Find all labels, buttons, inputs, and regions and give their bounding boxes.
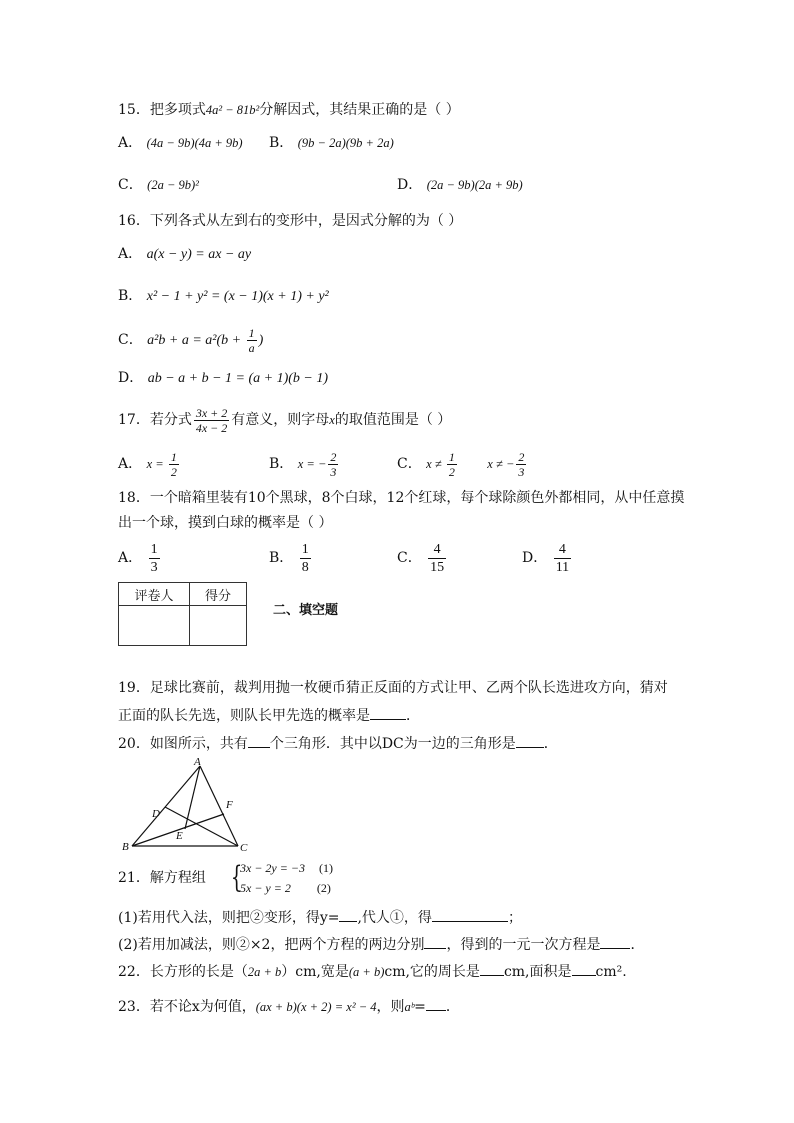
q23-answer-blank[interactable] — [426, 996, 446, 1011]
q20-count-blank[interactable] — [248, 733, 270, 748]
system-brace: { — [230, 860, 243, 895]
q18-d-fraction: $\frac{4}{11}$ — [555, 541, 570, 575]
q17-option-b: B． x = − $\frac{2}{3}$ — [269, 449, 337, 479]
q15-option-d: D． (2a − 9b)(2a + 9b) — [397, 177, 523, 193]
q18-line1: 18．一个暗箱里装有10个黑球，8个白球，12个红球，每个球除颜色外都相同，从中任意摸 — [118, 490, 685, 506]
q17-c-fraction-1: $\frac{1}{2}$ — [448, 449, 455, 479]
q22-stem: 22．长方形的长是（2a + b）cm,宽是(a + b)cm,它的周长是 cm,面积是 cm². — [118, 961, 627, 981]
q20-triangles-blank[interactable] — [516, 733, 544, 748]
q19-answer-blank[interactable] — [370, 705, 406, 720]
q21-part2: (2)若用加减法，则②×2，把两个方程的两边分别 ，得到的一元一次方程是 ． — [118, 934, 644, 954]
q17-b-fraction: $\frac{2}{3}$ — [330, 449, 337, 479]
label-b: B — [122, 841, 129, 853]
score-header: 得分 — [190, 583, 247, 606]
grader-header: 评卷人 — [119, 583, 190, 606]
q21-stem: 21．解方程组 — [118, 870, 206, 886]
q17-option-a: A． x = $\frac{1}{2}$ — [118, 449, 177, 479]
q21-equation-2: 5x − y = 2 (2) — [240, 881, 331, 895]
q15-option-b: B． (9b − 2a)(9b + 2a) — [269, 135, 394, 151]
grader-table — [118, 582, 247, 646]
q20-stem: 20．如图所示，共有 个三角形．其中以DC为一边的三角形是 ． — [118, 733, 558, 753]
label-a: A — [194, 756, 201, 768]
q18-line2: 出一个球，摸到白球的概率是（ ） — [118, 515, 333, 531]
q16-stem: 16．下列各式从左到右的变形中，是因式分解的为（ ） — [118, 213, 463, 229]
label-f: F — [226, 799, 233, 811]
q18-option-d: D． $\frac{4}{11}$ — [522, 541, 570, 575]
q18-b-fraction: $\frac{1}{8}$ — [301, 541, 309, 575]
q18-option-b: B． $\frac{1}{8}$ — [269, 541, 309, 575]
q15-option-a: A． (4a − 9b)(4a + 9b) — [118, 135, 243, 151]
q15-expression: 4a² − 81b² — [205, 103, 260, 117]
q18-option-a: A． $\frac{1}{3}$ — [118, 541, 158, 575]
label-d: D — [152, 808, 160, 820]
q19-line1: 19．足球比赛前，裁判用抛一枚硬币猜正反面的方式让甲、乙两个队长选进攻方向，猜对 — [118, 680, 668, 696]
score-cell[interactable] — [190, 606, 247, 646]
q21-equation-blank[interactable] — [600, 934, 630, 949]
q16-option-d: D． ab − a + b − 1 = (a + 1)(b − 1) — [118, 370, 329, 386]
q21-part1: (1)若用代入法，则把②变形，得y= ,代人①，得 ； — [118, 907, 522, 927]
q16-option-a: A． a(x − y) = ax − ay — [118, 246, 252, 262]
label-c: C — [240, 842, 248, 854]
triangle-figure — [118, 756, 258, 856]
q17-c-fraction-2: $\frac{2}{3}$ — [518, 449, 525, 479]
q17-stem: 17．若分式 $\frac{3x + 2}{4x - 2}$ 有意义，则字母x的取值范围是（ ） — [118, 405, 452, 435]
q18-option-c: C． $\frac{4}{15}$ — [397, 541, 445, 575]
q17-option-c: C． x ≠ $\frac{1}{2}$ x ≠ − $\frac{2}{3}$ — [397, 449, 525, 479]
q15-stem: 15．把多项式4a² − 81b²分解因式，其结果正确的是（ ） — [118, 102, 460, 118]
q18-c-fraction: $\frac{4}{15}$ — [430, 541, 445, 575]
q21-operation-blank[interactable] — [424, 934, 446, 949]
q17-a-fraction: $\frac{1}{2}$ — [170, 449, 177, 479]
q21-substitution-blank[interactable] — [432, 907, 508, 922]
q17-fraction: $\frac{3x + 2}{4x - 2}$ — [195, 405, 228, 435]
q16-c-fraction: $\frac{1}{a}$ — [248, 325, 255, 355]
q21-equation-1: 3x − 2y = −3 (1) — [240, 861, 333, 875]
section-title: 二、填空题 — [273, 603, 339, 618]
q22-perimeter-blank[interactable] — [480, 961, 504, 976]
q16-option-b: B． x² − 1 + y² = (x − 1)(x + 1) + y² — [118, 288, 329, 304]
label-e: E — [176, 830, 183, 842]
q15-option-c: C． (2a − 9b)² — [118, 177, 199, 193]
q21-y-blank[interactable] — [339, 907, 357, 922]
q18-a-fraction: $\frac{1}{3}$ — [150, 541, 158, 575]
q22-area-blank[interactable] — [572, 961, 596, 976]
q16-option-c: C． a²b + a = a²(b + $\frac{1}{a}$ ) — [118, 325, 264, 355]
q19-line2: 正面的队长先选，则队长甲先选的概率是 ． — [118, 705, 420, 725]
grader-cell[interactable] — [119, 606, 190, 646]
q23-stem: 23．若不论x为何值，(ax + b)(x + 2) = x² − 4，则aᵇ= ． — [118, 996, 460, 1016]
